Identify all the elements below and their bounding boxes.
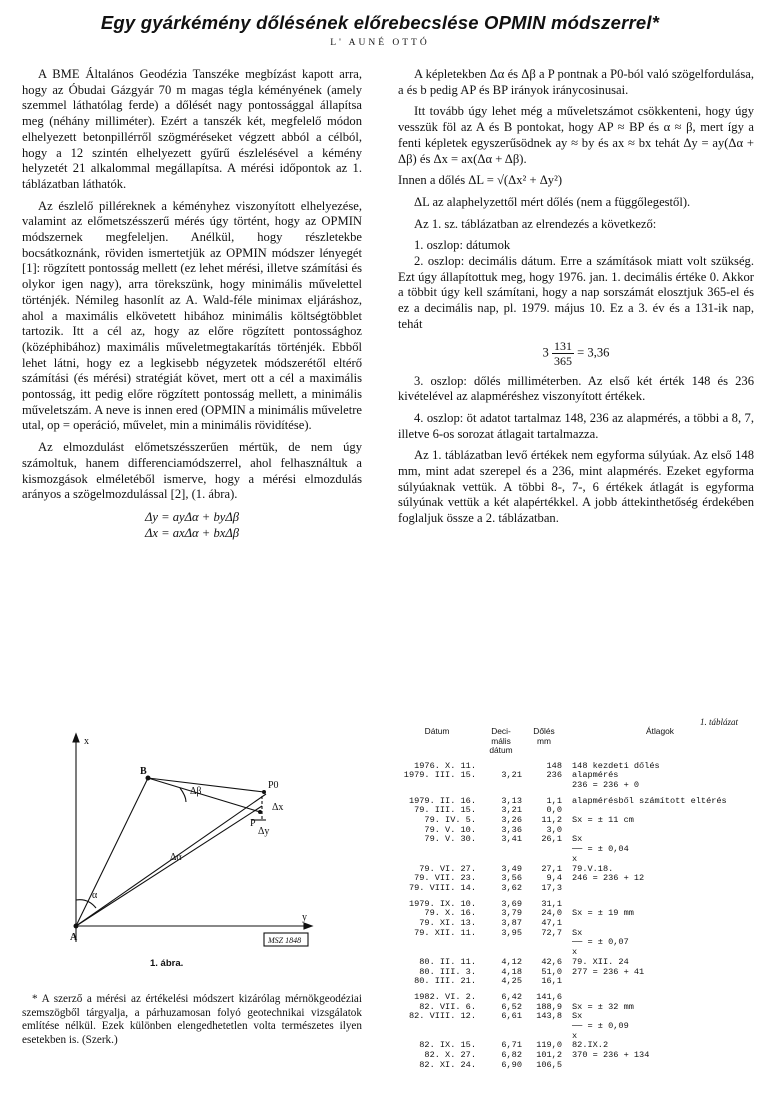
cell-tilt: 11,2 xyxy=(541,815,562,826)
cell-average: 236 = 236 + 0 xyxy=(572,779,640,790)
cell-average xyxy=(564,826,756,836)
point-P xyxy=(258,810,262,814)
cell-decimal-date: 3,21 xyxy=(501,805,522,816)
label-dx: Δx xyxy=(272,802,284,813)
cell-date: 82. VII. 6. xyxy=(419,1001,476,1012)
cell-decimal-date: 4,12 xyxy=(501,956,522,967)
label-y: y xyxy=(302,912,307,923)
label-P0: P0 xyxy=(268,780,279,791)
label-dy: Δy xyxy=(258,826,270,837)
cell-average: Sx xyxy=(572,927,583,938)
cell-decimal-date xyxy=(478,1022,524,1032)
cell-average: 79. XII. 24 xyxy=(572,956,629,967)
paragraph: 2. oszlop: decimális dátum. Erre a számítások miatt volt szükség. Ezt úgy állapítottuk meg, hogy 1976. jan. 1. decimális értéke 0. Akkor a többit úgy kell számítani, hogy a nap sorszámát elosztjuk 365-el és ez a decimális nap, pl. 1979. május 10. Ez a 3. év és a 131-ik nap, tehát xyxy=(398,254,754,331)
figure-diagram xyxy=(40,730,330,955)
cell-decimal-date: 3,21 xyxy=(501,770,522,781)
paragraph: Innen a dőlés ΔL = √(Δx² + Δy²) xyxy=(398,173,563,188)
paragraph: Itt tovább úgy lehet még a műveletszámot csökkenteni, hogy úgy vesszük föl az A és B pontokat, hogy AP ≈ BP és α ≈ β, mert így a fenti képletek egyszerűsödnek ay ≈ by és ax ≈ bx tehát Δy = ay(Δα + Δβ) és Δx = ax(Δα + Δβ). xyxy=(398,104,754,166)
table-caption: 1. táblázat xyxy=(700,717,739,727)
cell-decimal-date: 6,71 xyxy=(501,1040,522,1051)
paragraph: Az 1. sz. táblázatban az elrendezés a következő: xyxy=(414,216,657,231)
cell-tilt: 141,6 xyxy=(536,991,562,1002)
cell-date: 80. III. 3. xyxy=(419,966,476,977)
cell-tilt: 188,9 xyxy=(536,1001,562,1012)
fraction-equation xyxy=(398,339,754,368)
cell-date: 1976. X. 11. xyxy=(414,760,476,771)
equation-block xyxy=(22,509,362,541)
cell-decimal-date: 3,62 xyxy=(501,882,522,893)
eq-whole: 3 xyxy=(542,344,549,359)
paragraph: 1. oszlop: dátumok xyxy=(414,238,511,253)
cell-average: Sx = ± 32 mm xyxy=(572,1001,634,1012)
cell-date: 79. III. 15. xyxy=(414,805,476,816)
cell-date: 79. VII. 23. xyxy=(414,873,476,884)
cell-date: 79. VI. 27. xyxy=(419,863,476,874)
cell-tilt: 236 xyxy=(546,770,562,781)
cell-tilt: 106,5 xyxy=(536,1059,562,1070)
paragraph: 4. oszlop: öt adatot tartalmaz 148, 236 az alapmérés, a többi a 8, 7, illetve 6-os sorozat átlagait tartalmazza. xyxy=(398,410,754,441)
cell-tilt: 72,7 xyxy=(541,927,562,938)
cell-average: x xyxy=(572,853,578,864)
cell-decimal-date: 3,87 xyxy=(501,918,522,929)
eq-fraction xyxy=(552,339,574,368)
cell-tilt xyxy=(524,781,564,791)
cell-average: x xyxy=(572,947,578,958)
cell-date: 80. III. 21. xyxy=(414,976,476,987)
cell-decimal-date: 3,69 xyxy=(501,898,522,909)
cell-average: 82.IX.2 xyxy=(572,1040,609,1051)
cell-tilt: 119,0 xyxy=(536,1040,562,1051)
header-date: Dátum xyxy=(424,726,450,736)
cell-date: 82. VIII. 12. xyxy=(408,1011,476,1022)
cell-average xyxy=(564,977,756,987)
table-row xyxy=(396,1061,756,1071)
left-column xyxy=(22,67,362,547)
cell-date xyxy=(396,781,478,791)
header-decimal-date: Deci- mális dátum xyxy=(489,726,513,755)
cell-average: Sx xyxy=(572,1011,583,1022)
table-header-row xyxy=(396,727,756,762)
cell-date xyxy=(396,938,478,948)
label-B: B xyxy=(140,766,147,777)
cell-decimal-date: 6,42 xyxy=(501,991,522,1002)
label-x: x xyxy=(84,736,89,747)
cell-date: 79. X. 16. xyxy=(424,908,476,919)
eq-result: = 3,36 xyxy=(577,344,610,359)
paragraph: ΔL az alaphelyzettől mért dőlés (nem a függőlegestől). xyxy=(414,194,691,209)
cell-decimal-date xyxy=(478,938,524,948)
cell-tilt: 1,1 xyxy=(546,795,562,806)
label-A: A xyxy=(70,932,78,943)
y-axis-arrow xyxy=(73,734,79,742)
cell-tilt: 16,1 xyxy=(541,976,562,987)
cell-average: 246 = 236 + 12 xyxy=(572,873,645,884)
cell-average: 370 = 236 + 134 xyxy=(572,1050,650,1061)
cell-average: 148 kezdeti dőlés xyxy=(572,760,660,771)
label-dbeta: Δβ xyxy=(190,786,202,797)
stamp-text: MSZ 1848 xyxy=(268,936,302,945)
cell-decimal-date: 3,26 xyxy=(501,815,522,826)
cell-tilt: 31,1 xyxy=(541,898,562,909)
cell-average: Sx xyxy=(572,834,583,845)
cell-average: 79.V.18. xyxy=(572,863,614,874)
cell-decimal-date: 6,82 xyxy=(501,1050,522,1061)
table-row xyxy=(396,781,756,791)
cell-date: 1979. III. 15. xyxy=(403,770,476,781)
cell-tilt: 0,0 xyxy=(546,805,562,816)
cell-tilt xyxy=(524,1022,564,1032)
equation-dy: Δy = ayΔα + byΔβ xyxy=(144,509,239,524)
cell-date: 80. II. 11. xyxy=(419,956,476,967)
cell-date: 79. XII. 11. xyxy=(414,927,476,938)
line-A-B xyxy=(76,778,148,926)
header-averages: Átlagok xyxy=(646,726,674,736)
cell-date: 79. V. 30. xyxy=(424,834,476,845)
cell-tilt: 51,0 xyxy=(541,966,562,977)
cell-tilt: 26,1 xyxy=(541,834,562,845)
cell-date: 79. IV. 5. xyxy=(424,815,476,826)
cell-tilt: 3,0 xyxy=(546,824,562,835)
cell-tilt: 42,6 xyxy=(541,956,562,967)
paragraph: A BME Általános Geodézia Tanszéke megbízást kapott arra, hogy az Óbudai Gázgyár 70 m magas tégla kéményének (amely szemmel láthatólag ferde) a dőlését nagy pontossággal állapítsa meg (néhány milliméter). Ezért a tanszék két, megfelelő módon elhelyezett betonpillérről szögméréseket végzett abból a célból, hogy a 12 szintén elhelyezett gyűrű észlelésével a kémény helyzetét 21 alkalommal megállapítsa. A mérési időpontok az 1. táblázatban láthatók. xyxy=(22,67,362,191)
paragraph: 3. oszlop: dőlés milliméterben. Az első két érték 148 és 236 kivételével az alapméréshez viszonyított értékek. xyxy=(398,373,754,404)
cell-decimal-date: 4,18 xyxy=(501,966,522,977)
cell-date: 79. XI. 13. xyxy=(419,918,476,929)
article-title: Egy gyárkémény dőlésének előrebecslése OPMIN módszerrel* xyxy=(100,12,660,33)
point-A xyxy=(74,924,79,929)
paragraph: Az észlelő pilléreknek a kéményhez viszonyított elhelyezése, valamint az előmetszésszerű mérés úgy történt, hogy az OPMIN módszernek megfeleljen. Anélkül, hogy részletekbe bocsátkoznánk, röviden ismertetjük az OPMIN módszer lényegét [1]: rögzített pontosság mellett (ez lehet mérési, illetve számítási és olykor igen nagy), arra törekszünk, hogy minimális művelettel történjék. Némileg hasonlít az A. Wald-féle minimax eljáráshoz, ahol a maximális elkövetett hibához minimális költségtöbblet tartozik. Itt a cél az, hogy az előre rögzített pontossághoz (középhibához) maximális műveletmegtakarítás történjék. Ebből lehet látni, hogy ez a legkisebb négyzetek módszerétől eltérő számítási (és mérési) stratégiát követ, mert ott a cél a maximális pontosság, itt pedig előre rögzített pontosság mellett, a minimális műveletszám. A neve is innen ered (OPMIN a minimális műveletre utal, op = operáció, művelet, min a minimális rövidítése). xyxy=(22,198,362,433)
cell-decimal-date xyxy=(478,845,524,855)
label-dalpha: Δα xyxy=(170,852,182,863)
cell-date: 82. X. 27. xyxy=(424,1050,476,1061)
cell-decimal-date: 3,49 xyxy=(501,863,522,874)
cell-decimal-date: 3,79 xyxy=(501,908,522,919)
cell-date: 1979. II. 16. xyxy=(408,795,476,806)
data-table xyxy=(396,727,756,1071)
author-name: L' AUNÉ OTTÓ xyxy=(330,38,430,48)
line-B-P xyxy=(148,778,260,812)
cell-date: 1982. VI. 2. xyxy=(414,991,476,1002)
cell-tilt: 24,0 xyxy=(541,908,562,919)
cell-decimal-date: 3,13 xyxy=(501,795,522,806)
dbeta-arc xyxy=(180,788,186,802)
cell-tilt: 27,1 xyxy=(541,863,562,874)
cell-decimal-date: 3,95 xyxy=(501,927,522,938)
cell-average xyxy=(564,884,756,894)
cell-average xyxy=(564,1061,756,1071)
cell-decimal-date: 6,52 xyxy=(501,1001,522,1012)
cell-date: 82. XI. 24. xyxy=(419,1059,476,1070)
cell-tilt: 148 xyxy=(546,760,562,771)
right-column xyxy=(398,67,754,533)
x-axis-arrow xyxy=(304,923,312,929)
cell-average: x xyxy=(572,1030,578,1041)
cell-average: ── = ± 0,09 xyxy=(572,1021,629,1032)
figure-caption: 1. ábra. xyxy=(150,958,184,969)
cell-average: alapmérésből számított eltérés xyxy=(572,795,727,806)
cell-average: Sx = ± 19 mm xyxy=(572,908,634,919)
label-P: P xyxy=(250,818,256,829)
cell-decimal-date: 6,90 xyxy=(501,1059,522,1070)
label-alpha: α xyxy=(92,890,98,901)
footnote-text: * A szerző a mérési az értékelési módszert kizárólag mérnökgeodéziai szemszögből tárgyalja, a párhuzamosan folyó geotechnikai vizsgálatok említése nélkül. Ezek különben elengedhetetlen volta természetes ilyen esetekben is. (Szerk.) xyxy=(22,993,362,1046)
table-body xyxy=(396,762,756,1071)
table-row xyxy=(396,977,756,987)
equation-dx: Δx = axΔα + bxΔβ xyxy=(144,525,239,540)
cell-decimal-date: 6,61 xyxy=(501,1011,522,1022)
paragraph: Az 1. táblázatban levő értékek nem egyforma súlyúak. Az első 148 mm, mint adat szerepel és a 236, mint alapmérés. Ezeket egyforma súlyúaknak vettük. A többi 8-, 7-, 6 értékek átlagát is egyforma súlyúnak vettük a két alapértékkel. A jobb áttekinthetőség érdekében foglaljuk össze a 2. táblázatban. xyxy=(398,448,754,526)
line-B-P0 xyxy=(148,778,264,792)
cell-average xyxy=(564,919,756,929)
cell-average: alapmérés xyxy=(572,770,619,781)
eq-numerator: 131 xyxy=(554,338,572,353)
cell-tilt: 47,1 xyxy=(541,918,562,929)
table-row xyxy=(396,884,756,894)
cell-decimal-date: 3,36 xyxy=(501,824,522,835)
cell-average: 277 = 236 + 41 xyxy=(572,966,645,977)
cell-tilt: 9,4 xyxy=(546,873,562,884)
cell-date: 79. V. 10. xyxy=(424,824,476,835)
eq-denominator: 365 xyxy=(554,353,572,368)
line-A-P xyxy=(76,806,262,926)
cell-tilt: 143,8 xyxy=(536,1011,562,1022)
cell-date xyxy=(396,845,478,855)
cell-decimal-date: 3,41 xyxy=(501,834,522,845)
cell-date xyxy=(396,1022,478,1032)
header-tilt: Dőlés mm xyxy=(533,726,555,746)
cell-tilt: 101,2 xyxy=(536,1050,562,1061)
cell-tilt xyxy=(524,938,564,948)
cell-decimal-date: 4,25 xyxy=(501,976,522,987)
cell-average: ── = ± 0,04 xyxy=(572,844,629,855)
cell-date: 1979. IX. 10. xyxy=(408,898,476,909)
cell-date: 79. VIII. 14. xyxy=(408,882,476,893)
footnote xyxy=(22,993,362,1047)
cell-tilt: 17,3 xyxy=(541,882,562,893)
paragraph: Az elmozdulást előmetszésszerűen mértük, de nem úgy számoltuk, hanem differenciamódszerrel, ahol felhasználtuk a kismozgások elméletéből ismerve, hogy a mérési elmozdulás arányos a szögelmozdulással [2], (1. ábra). xyxy=(22,440,362,502)
cell-decimal-date xyxy=(478,781,524,791)
cell-tilt xyxy=(524,845,564,855)
point-P0 xyxy=(262,790,266,794)
cell-date: 82. IX. 15. xyxy=(419,1040,476,1051)
cell-decimal-date: 3,56 xyxy=(501,873,522,884)
cell-average: Sx = ± 11 cm xyxy=(572,815,634,826)
paragraph: A képletekben Δα és Δβ a P pontnak a P0-ból való szögelfordulása, a és b pedig AP és BP irányok iránycosinusai. xyxy=(398,67,754,97)
cell-average: ── = ± 0,07 xyxy=(572,937,629,948)
